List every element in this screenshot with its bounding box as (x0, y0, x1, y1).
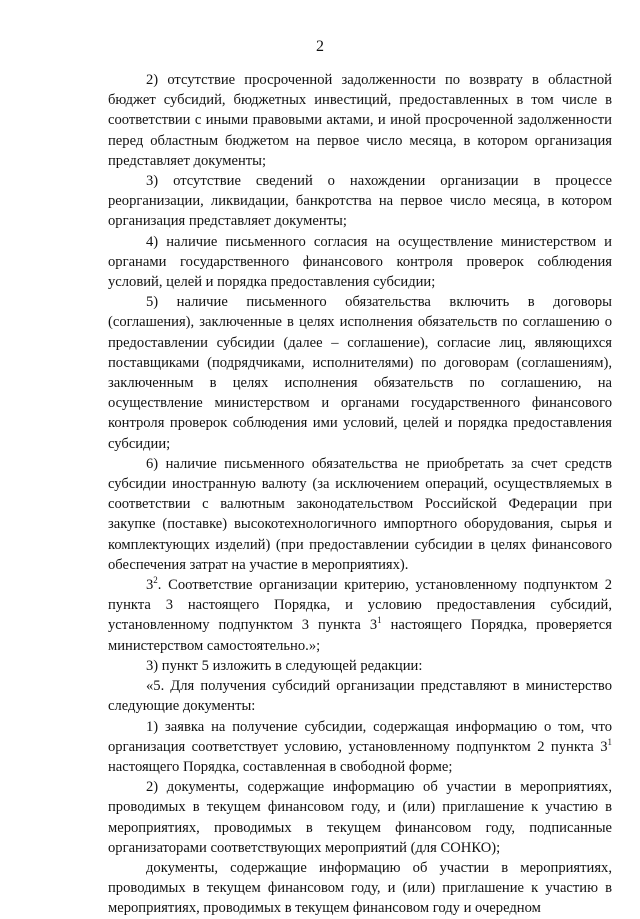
paragraph-doc-1 (108, 717, 612, 778)
paragraph-doc-2: 2) документы, содержащие информацию об участии в мероприятиях, проводимых в текущем финансовом году, и (или) приглашение к участию в мероприятиях, проводимых в текущем финансовом году, подписанные организаторами соответствующих мероприятий (для СОНКО); (108, 779, 612, 856)
clause-reference-superscript: 1 (377, 615, 382, 626)
paragraph-doc-2-cont: документы, содержащие информацию об участии в мероприятиях, проводимых в текущем финансовом году, и (или) приглашение к участию в мероприятиях, проводимых в текущем финансовом году и очередном (108, 859, 612, 917)
clause-number: 3 (146, 577, 154, 594)
page-number: 2 (316, 38, 324, 55)
clause-text: . Соответствие организации критерию, установленному подпунктом 2 пункта 3 настоящего Порядка, и условию предоставления субсидий, установленному подпунктом 3 пункта 3 (108, 577, 612, 634)
paragraph-point-5: «5. Для получения субсидий организации представляют в министерство следующие документы: (108, 678, 612, 715)
paragraph-item-3: 3) отсутствие сведений о нахождении организации в процессе реорганизации, ликвидации, банкротства на первое число месяца, в котором организация представляет документы; (108, 173, 612, 230)
paragraph-item-6: 6) наличие письменного обязательства не приобретать за счет средств субсидии иностранную валюту (за исключением операций, осуществляемых в соответствии с валютным законодательством Российской Федерации при закупке (поставке) высокотехнологичного импортного оборудования, сырья и комплектующих изделий) (при предоставлении субсидии в целях финансового обеспечения затрат на участие в мероприятиях). (108, 455, 612, 573)
paragraph-item-4: 4) наличие письменного согласия на осуществление министерством и органами государственного финансового контроля проверок соблюдения условий, целей и порядка предоставления субсидии; (108, 233, 612, 291)
paragraph-item-5: 5) наличие письменного обязательства включить в договоры (соглашения), заключенные в целях исполнения обязательств по соглашению о предоставлении субсидии (далее – соглашение), согласие лиц, являющихся поставщиками (подрядчиками, исполнителями) по договорам (соглашениям), заключенным в целях исполнения обязательств по соглашению, на осуществление министерством и органами государственного финансового контроля проверок соблюдения ими условий, целей и порядка предоставления субсидии; (108, 294, 612, 452)
paragraph-amendment-3: 3) пункт 5 изложить в следующей редакции: (146, 657, 423, 674)
doc-1-superscript: 1 (607, 736, 612, 747)
paragraph-item-2: 2) отсутствие просроченной задолженности по возврату в областной бюджет субсидий, бюджетных инвестиций, предоставленных в том числе в соответствии с иными правовыми актами, и иной просроченной задолженности перед областным бюджетом на первое число месяца, в котором организация представляет документы; (108, 72, 612, 169)
paragraph-clause-3-2 (108, 575, 612, 656)
clause-superscript: 2 (153, 575, 158, 586)
doc-1-text-end: настоящего Порядка, составленная в свободной форме; (108, 758, 453, 775)
document-body (108, 70, 612, 919)
doc-1-text: 1) заявка на получение субсидии, содержащая информацию о том, что организация соответствует условию, установленному подпунктом 2 пункта 3 (108, 718, 612, 755)
clause-text-end: настоящего Порядка, проверяется министерством самостоятельно.»; (108, 617, 612, 654)
